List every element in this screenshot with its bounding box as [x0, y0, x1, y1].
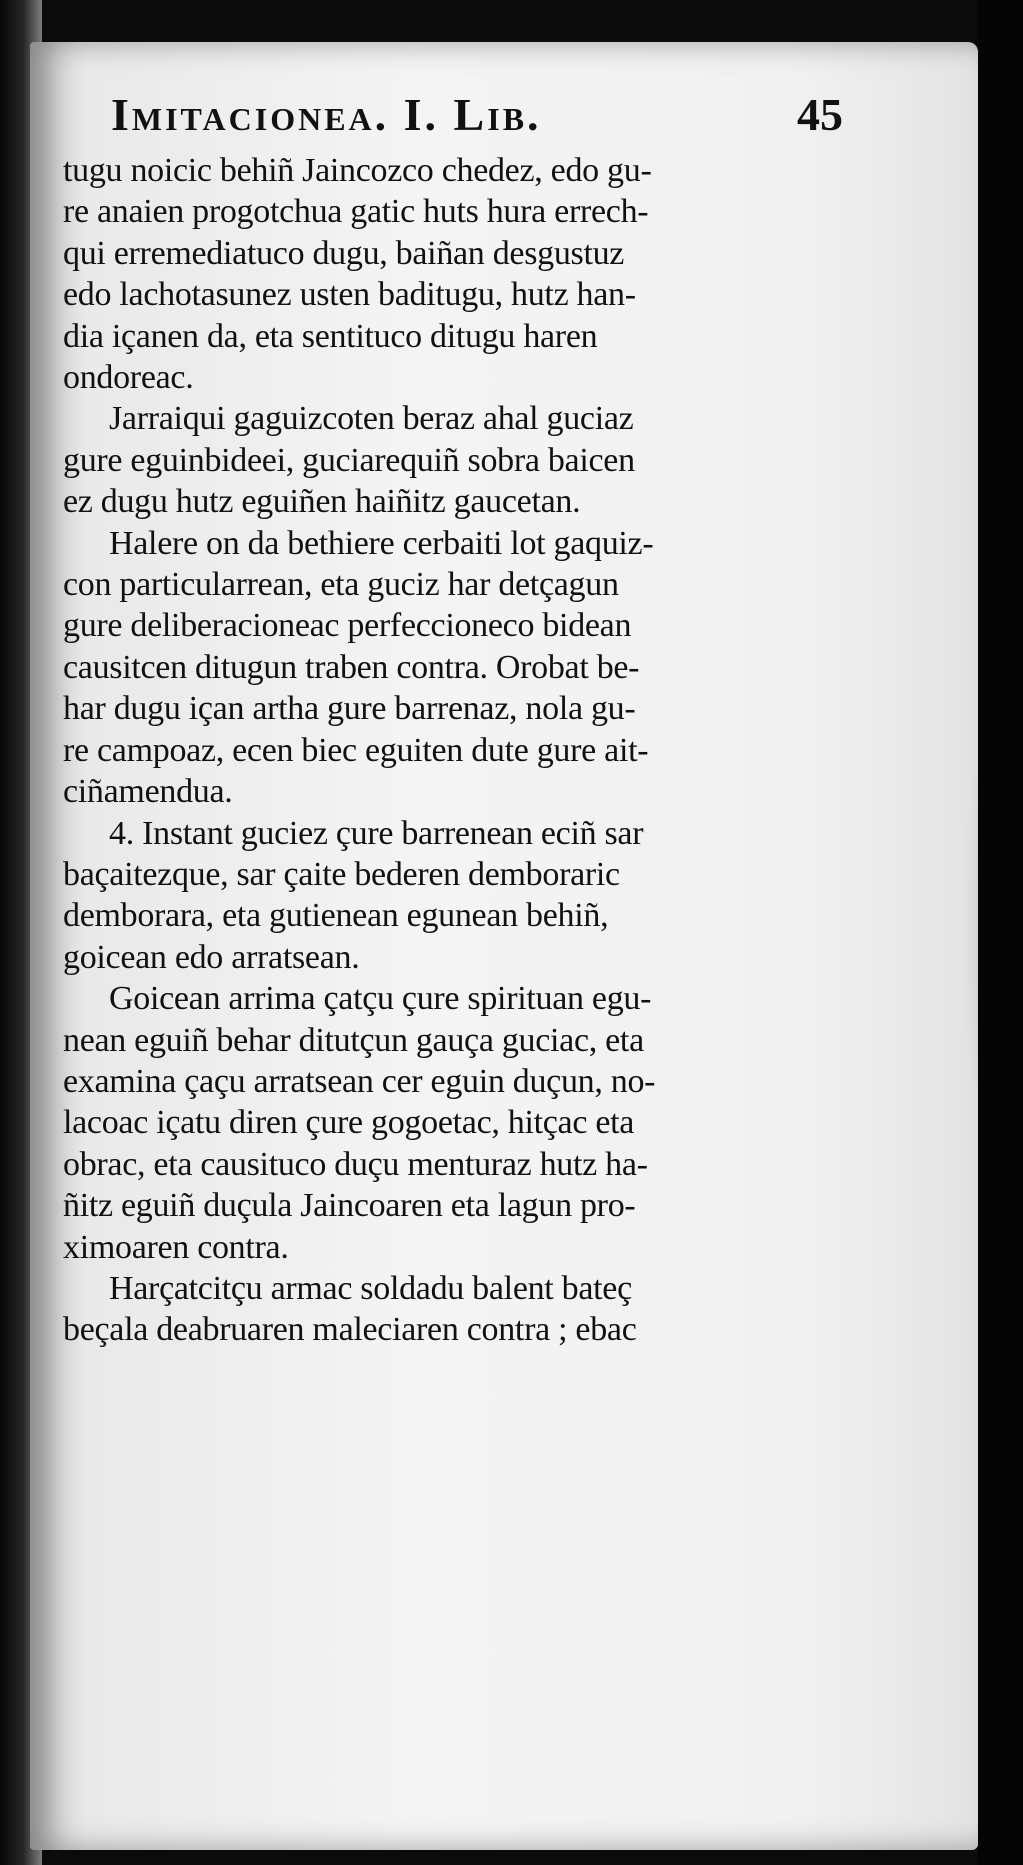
text-line: edo lachotasunez usten baditugu, hutz han- [63, 276, 636, 314]
text-line: examina çaçu arratsean cer eguin duçun, no- [63, 1062, 656, 1100]
text-line: ximoaren contra. [63, 1228, 289, 1266]
page-edge-shadow [978, 0, 1023, 1865]
text-line: ondoreac. [63, 359, 194, 397]
paragraph-start-line: Goicean arrima çatçu çure spirituan egu- [109, 980, 652, 1018]
page-number: 45 [797, 89, 843, 140]
text-line: gure deliberacioneac perfeccioneco bidean [63, 607, 632, 645]
text-line: dia içanen da, eta sentituco ditugu haren [63, 317, 598, 355]
paragraph-start-line: Harçatcitçu armac soldadu balent bateç [109, 1269, 632, 1307]
text-line: causitcen ditugun traben contra. Orobat be- [63, 648, 640, 686]
text-line: har dugu içan artha gure barrenaz, nola gu- [63, 690, 636, 728]
text-line: re campoaz, ecen biec eguiten dute gure ait- [63, 731, 649, 769]
text-line: ñitz eguiñ duçula Jaincoaren eta lagun pro- [63, 1187, 636, 1225]
text-line: gure eguinbideei, guciarequiñ sobra baicen [63, 441, 635, 479]
text-line: demborara, eta gutienean egunean behiñ, [63, 897, 609, 935]
paragraph-start-line: Halere on da bethiere cerbaiti lot gaquiz- [109, 524, 654, 562]
text-line: goicean edo arratsean. [63, 938, 360, 976]
text-line: con particularrean, eta guciz har detçagun [63, 566, 619, 604]
paragraph-start-line: 4. Instant guciez çure barrenean eciñ sar [109, 814, 644, 852]
running-header [111, 88, 843, 150]
text-line: nean eguiñ behar ditutçun gauça guciac, eta [63, 1021, 644, 1059]
text-line: re anaien progotchua gatic huts hura errech- [63, 193, 649, 231]
text-line: qui erremediatuco dugu, baiñan desgustuz [63, 234, 625, 272]
text-line: lacoac içatu diren çure gogoetac, hitçac eta [63, 1104, 635, 1142]
running-title: Imitacionea. I. Lib. [111, 89, 542, 140]
text-line: beçala deabruaren maleciaren contra ; ebac [63, 1311, 637, 1349]
text-line: obrac, eta causituco duçu menturaz hutz ha- [63, 1145, 648, 1183]
paragraph-start-line: Jarraiqui gaguizcoten beraz ahal guciaz [109, 400, 634, 438]
text-line: tugu noicic behiñ Jaincozco chedez, edo gu- [63, 152, 652, 189]
text-line: ez dugu hutz eguiñen haiñitz gaucetan. [63, 483, 581, 521]
text-line: ciñamendua. [63, 773, 233, 811]
text-block [63, 88, 843, 1351]
text-line: baçaitezque, sar çaite bederen demboraric [63, 855, 620, 893]
